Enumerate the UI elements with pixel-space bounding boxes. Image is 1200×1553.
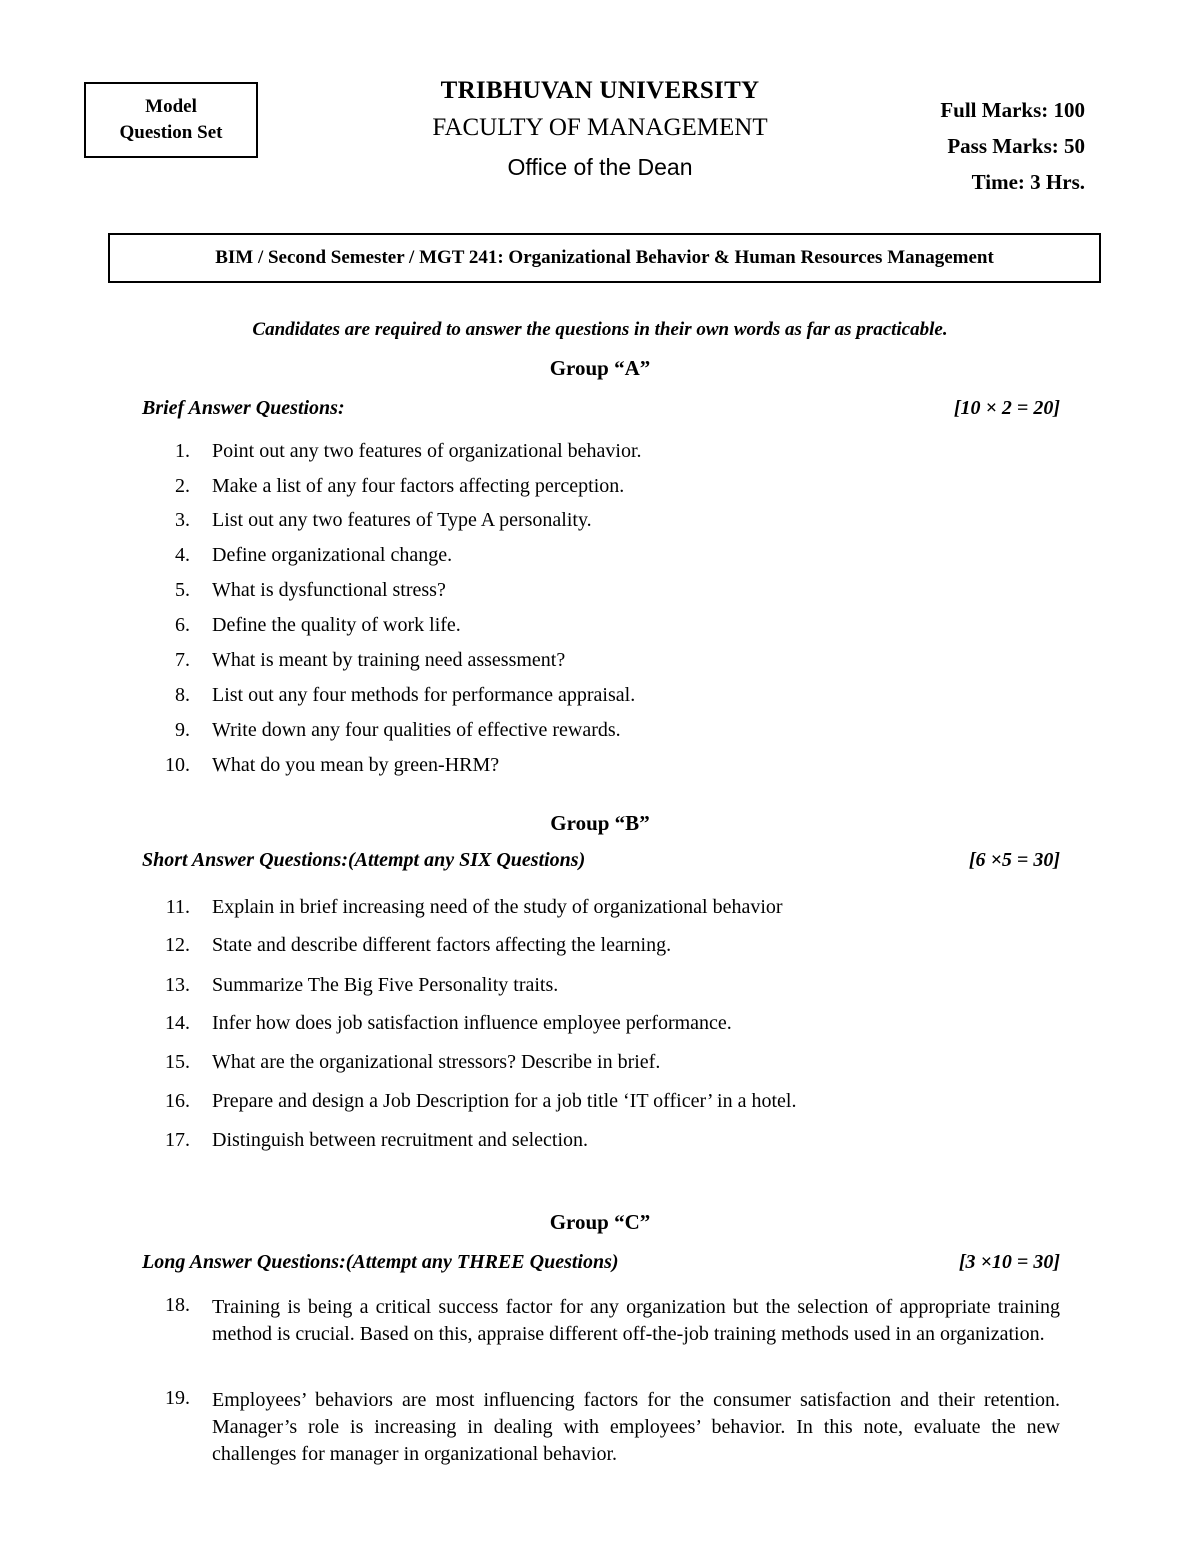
- question-item: [142, 544, 1060, 567]
- question-number: 3.: [175, 509, 190, 531]
- group-b-heading-text: Short Answer Questions:(Attempt any SIX Questions): [142, 849, 586, 871]
- question-number: 15.: [165, 1051, 190, 1073]
- question-number: 8.: [175, 684, 190, 706]
- question-item: [142, 1051, 1060, 1074]
- question-text: Make a list of any four factors affecting perception.: [212, 475, 625, 497]
- group-a-title: Group “A”: [549, 356, 651, 380]
- question-text: Employees’ behaviors are most influencing factors for the consumer satisfaction and their retention. Manager’s role is increasing in dealing with employees’ behavior. In this note, evaluate the new challenges for manager in organizational behavior.: [212, 1389, 1060, 1465]
- question-item: [142, 509, 1060, 532]
- group-a-heading-text: Brief Answer Questions:: [142, 397, 345, 419]
- question-item: [142, 719, 1060, 742]
- full-marks: Full Marks: 100: [940, 98, 1085, 122]
- question-item: [142, 1387, 1060, 1468]
- question-number: 2.: [175, 475, 190, 497]
- question-item: [142, 579, 1060, 602]
- question-item: [142, 684, 1060, 707]
- question-text: Summarize The Big Five Personality traits.: [212, 974, 559, 996]
- course-title: BIM / Second Semester / MGT 241: Organizational Behavior & Human Resources Management: [215, 247, 994, 268]
- group-b-title: Group “B”: [550, 811, 650, 835]
- group-c-heading: [142, 1251, 1060, 1274]
- question-text: What is meant by training need assessment?: [212, 649, 566, 671]
- course-title-box: [108, 233, 1101, 283]
- question-text: Training is being a critical success factor for any organization but the selection of appropriate training method is crucial. Based on this, appraise different off-the-job training methods used in an organization.: [212, 1296, 1060, 1345]
- question-number: 4.: [175, 544, 190, 566]
- question-text: Define the quality of work life.: [212, 614, 461, 636]
- question-number: 16.: [165, 1090, 190, 1112]
- group-b-heading: [142, 849, 1060, 872]
- question-item: [142, 974, 1060, 997]
- pass-marks: Pass Marks: 50: [947, 134, 1085, 158]
- question-number: 13.: [165, 974, 190, 996]
- question-number: 7.: [175, 649, 190, 671]
- question-item: [142, 1129, 1060, 1152]
- group-b-marks: [6 ×5 = 30]: [968, 849, 1060, 871]
- question-text: Infer how does job satisfaction influence employee performance.: [212, 1012, 732, 1034]
- question-text: Prepare and design a Job Description for a job title ‘IT officer’ in a hotel.: [212, 1090, 797, 1112]
- question-number: 6.: [175, 614, 190, 636]
- question-set-label: Question Set: [119, 122, 223, 143]
- question-text: What do you mean by green-HRM?: [212, 754, 500, 776]
- question-number: 18.: [165, 1294, 190, 1316]
- question-text: Distinguish between recruitment and selection.: [212, 1129, 589, 1151]
- question-item: [142, 1012, 1060, 1035]
- question-item: [142, 649, 1060, 672]
- model-label: Model: [145, 96, 197, 117]
- time-allowed: Time: 3 Hrs.: [971, 170, 1085, 194]
- question-number: 14.: [165, 1012, 190, 1034]
- model-question-set-box: [84, 82, 258, 158]
- question-item: [142, 475, 1060, 498]
- office-name: Office of the Dean: [507, 154, 693, 180]
- question-text: Write down any four qualities of effective rewards.: [212, 719, 621, 741]
- group-a-heading: [142, 397, 1060, 420]
- instructions: Candidates are required to answer the questions in their own words as far as practicable.: [252, 319, 948, 340]
- question-text: State and describe different factors affecting the learning.: [212, 934, 672, 956]
- question-text: What are the organizational stressors? Describe in brief.: [212, 1051, 661, 1073]
- marks-block: [940, 92, 1085, 200]
- question-text: What is dysfunctional stress?: [212, 579, 446, 601]
- question-number: 9.: [175, 719, 190, 741]
- question-text: Define organizational change.: [212, 544, 453, 566]
- faculty-name: FACULTY OF MANAGEMENT: [432, 114, 768, 141]
- question-item: [142, 1090, 1060, 1113]
- question-text: Point out any two features of organizational behavior.: [212, 440, 642, 462]
- university-name: TRIBHUVAN UNIVERSITY: [440, 77, 760, 104]
- group-a-marks: [10 × 2 = 20]: [953, 397, 1060, 419]
- question-text: Explain in brief increasing need of the study of organizational behavior: [212, 896, 783, 918]
- question-item: [142, 896, 1060, 919]
- question-number: 5.: [175, 579, 190, 601]
- question-number: 1.: [175, 440, 190, 462]
- question-number: 17.: [165, 1129, 190, 1151]
- group-c-heading-text: Long Answer Questions:(Attempt any THREE Questions): [142, 1251, 619, 1273]
- question-number: 11.: [165, 896, 190, 918]
- question-item: [142, 934, 1060, 957]
- question-item: [142, 440, 1060, 463]
- header-title-block: [350, 74, 850, 186]
- question-number: 10.: [165, 754, 190, 776]
- question-number: 12.: [165, 934, 190, 956]
- group-c-marks: [3 ×10 = 30]: [958, 1251, 1060, 1273]
- question-item: [142, 754, 1060, 777]
- question-number: 19.: [165, 1387, 190, 1409]
- question-text: List out any two features of Type A personality.: [212, 509, 592, 531]
- question-item: [142, 614, 1060, 637]
- group-c-title: Group “C”: [549, 1210, 651, 1234]
- question-text: List out any four methods for performance appraisal.: [212, 684, 636, 706]
- question-item: [142, 1294, 1060, 1348]
